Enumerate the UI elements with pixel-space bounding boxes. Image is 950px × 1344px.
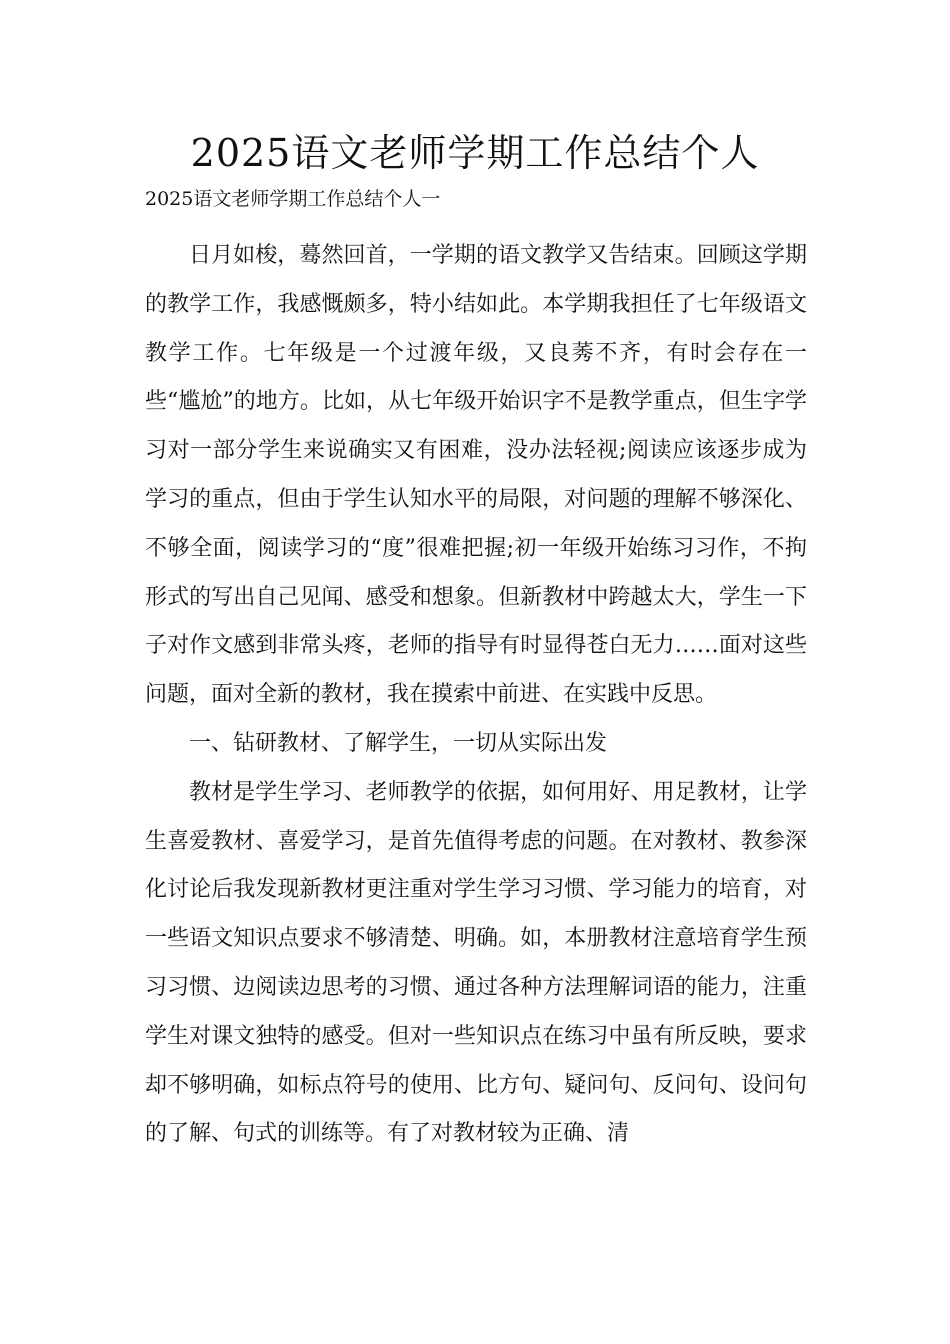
paragraph-intro: 日月如梭，蓦然回首，一学期的语文教学又告结束。回顾这学期的教学工作，我感慨颇多，特小结如此。本学期我担任了七年级语文教学工作。七年级是一个过渡年级，又良莠不齐，有时会存在一些“尴尬”的地方。比如，从七年级开始识字不是教学重点，但生字学习对一部分学生来说确实又有困难，没办法轻视;阅读应该逐步成为学习的重点，但由于学生认知水平的局限，对问题的理解不够深化、不够全面，阅读学习的“度”很难把握;初一年级开始练习习作，不拘形式的写出自己见闻、感受和想象。但新教材中跨越太大，学生一下子对作文感到非常头疼，老师的指导有时显得苍白无力……面对这些问题，面对全新的教材，我在摸索中前进、在实践中反思。	[145, 243, 807, 708]
document-subtitle: 2025语文老师学期工作总结个人一	[145, 188, 441, 210]
paragraph-teaching-materials: 教材是学生学习、老师教学的依据，如何用好、用足教材，让学生喜爱教材、喜爱学习，是首先值得考虑的问题。在对教材、教参深化讨论后我发现新教材更注重对学生学习习惯、学习能力的培育，对一些语文知识点要求不够清楚、明确。如，本册教材注意培育学生预习习惯、边阅读边思考的习惯、通过各种方法理解词语的能力，注重学生对课文独特的感受。但对一些知识点在练习中虽有所反映，要求却不够明确，如标点符号的使用、比方句、疑问句、反问句、设问句的了解、句式的训练等。有了对教材较为正确、清	[145, 779, 807, 1147]
document-title: 2025语文老师学期工作总结个人	[190, 131, 760, 175]
document-body	[145, 232, 807, 1159]
section-heading: 一、钻研教材、了解学生，一切从实际出发	[189, 730, 608, 756]
